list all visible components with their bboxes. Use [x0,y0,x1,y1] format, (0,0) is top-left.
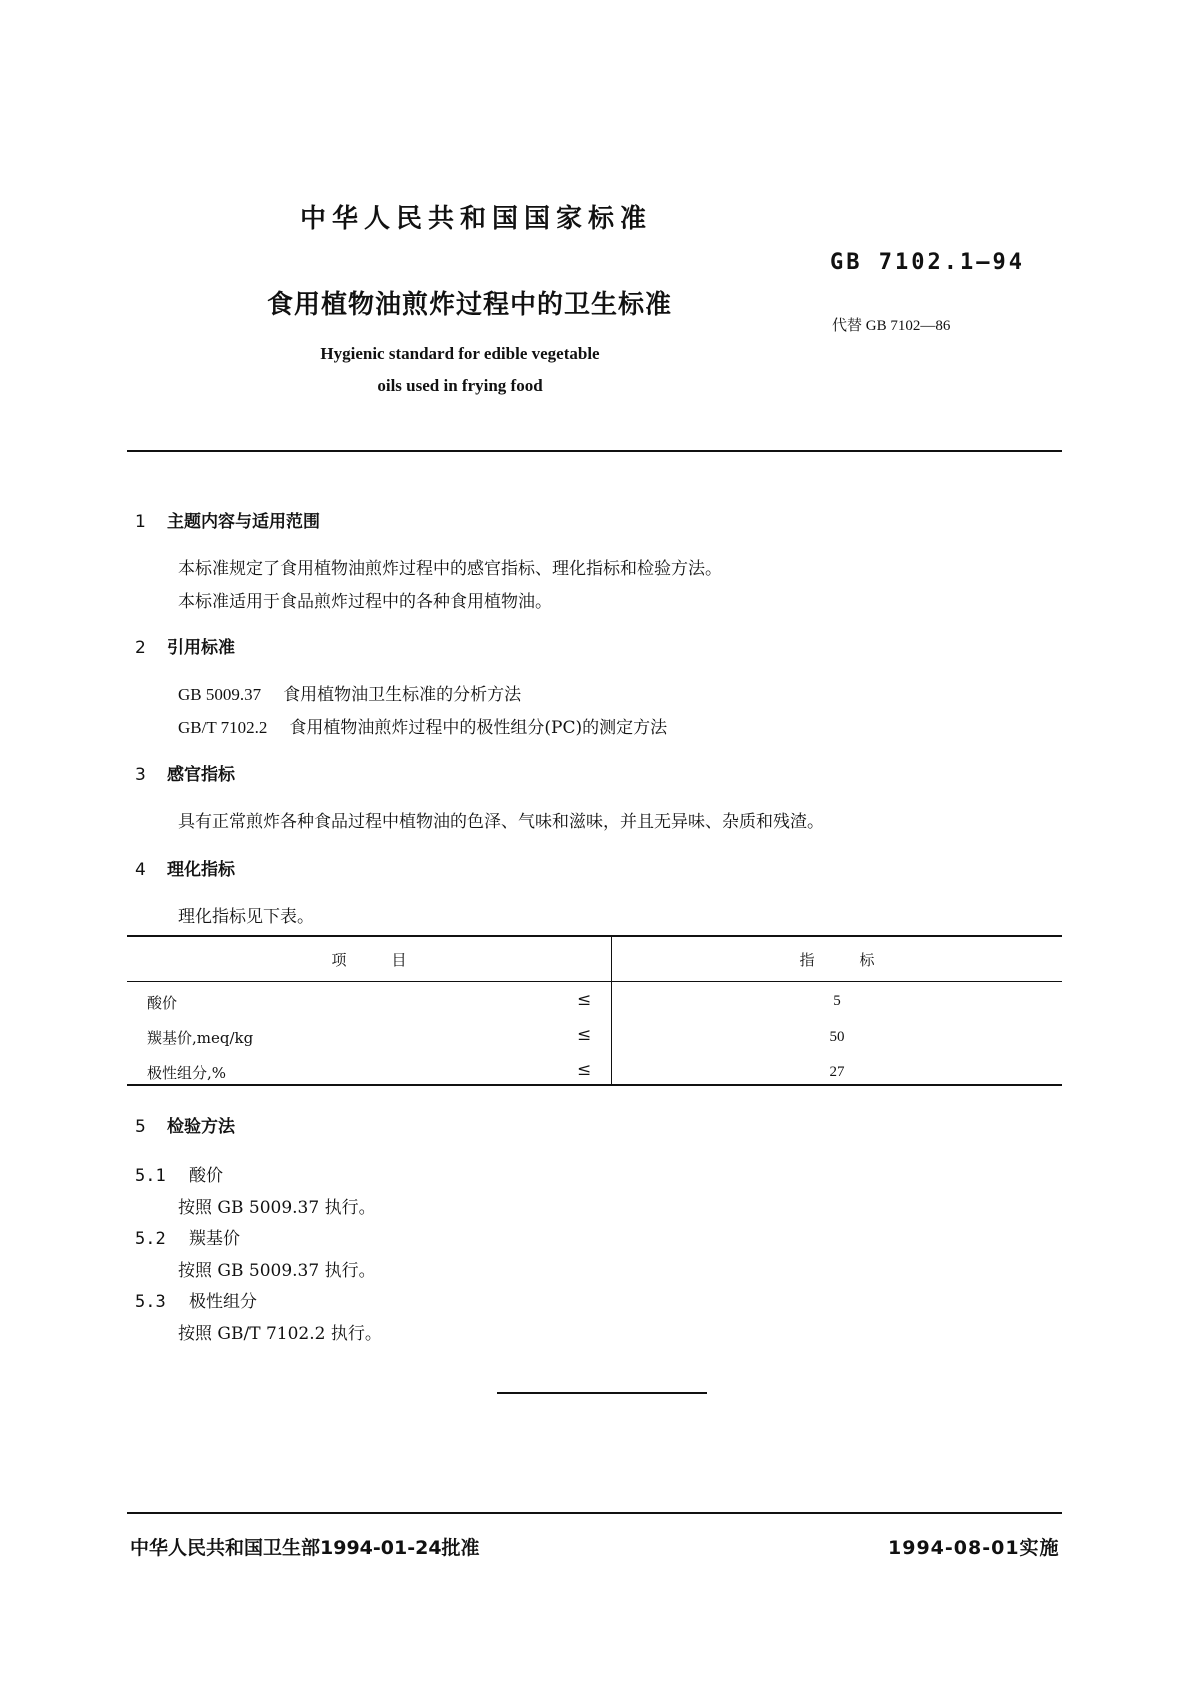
section-3-heading [135,760,235,785]
subsection-5-2-heading [135,1224,240,1249]
table-row-1-item: 酸价 [147,994,178,1012]
reference-title: 食用植物油煎炸过程中的极性组分(PC)的测定方法 [289,718,668,738]
section-title: 检验方法 [167,1117,235,1137]
section-2-heading [135,633,235,658]
reference-title: 食用植物油卫生标准的分析方法 [283,685,522,705]
table-header-item: 项 目 [331,951,407,969]
section-number: 5 [135,1117,146,1137]
table-bottom-border [127,1084,1062,1086]
table-row-2-operator: ≤ [577,1025,592,1045]
effective-date: 1994-08-01实施 [888,1537,1060,1559]
section-title: 感官指标 [167,765,235,785]
section-number: 4 [135,860,146,880]
table-top-border [127,935,1062,937]
subsection-5-1-heading [135,1161,223,1186]
section-3-paragraph: 具有正常煎炸各种食品过程中植物油的色泽、气味和滋味，并且无异味、杂质和残渣。 [178,812,824,832]
standard-number: GB 7102.1—94 [830,250,1025,275]
table-row-2-value: 50 [829,1029,845,1045]
section-title: 主题内容与适用范围 [167,512,320,532]
subsection-title: 酸价 [189,1166,223,1186]
subsection-number: 5.1 [135,1166,166,1186]
reference-2 [178,713,667,738]
section-number: 3 [135,765,146,785]
section-number: 2 [135,638,146,658]
chinese-title: 食用植物油煎炸过程中的卫生标准 [267,290,673,320]
section-1-paragraph-1: 本标准规定了食用植物油煎炸过程中的感官指标、理化指标和检验方法。 [178,559,722,579]
subsection-5-3-heading [135,1287,257,1312]
english-title-line-1: Hygienic standard for edible vegetable [320,344,600,363]
footer-divider [127,1512,1062,1514]
reference-code: GB 5009.37 [178,685,262,704]
subsection-5-3-text: 按照 GB/T 7102.2 执行。 [178,1324,382,1344]
subsection-title: 羰基价 [189,1229,240,1249]
section-1-paragraph-2: 本标准适用于食品煎炸过程中的各种食用植物油。 [178,592,552,612]
section-4-heading [135,855,235,880]
replaces-note: 代替 GB 7102—86 [832,318,951,334]
section-title: 引用标准 [167,638,235,658]
end-of-text-rule [497,1392,707,1394]
subsection-number: 5.2 [135,1229,166,1249]
subsection-number: 5.3 [135,1292,166,1312]
section-number: 1 [135,512,146,532]
reference-1 [178,680,521,705]
subsection-5-2-text: 按照 GB 5009.37 执行。 [178,1261,376,1281]
national-standard-title: 中华人民共和国国家标准 [300,204,653,234]
table-row-3-item: 极性组分,% [147,1064,227,1082]
table-row-1-operator: ≤ [577,990,592,1010]
english-title-line-2: oils used in frying food [377,376,543,395]
section-title: 理化指标 [167,860,235,880]
physicochemical-table [127,935,1062,1086]
section-1-heading [135,507,320,532]
subsection-title: 极性组分 [189,1292,257,1312]
reference-code: GB/T 7102.2 [178,718,268,737]
table-row-3-operator: ≤ [577,1060,592,1080]
section-4-paragraph: 理化指标见下表。 [178,907,314,927]
header-divider [127,450,1062,452]
table-row-1-value: 5 [833,993,841,1009]
table-header-index: 指 标 [799,951,875,969]
approval-note: 中华人民共和国卫生部1994-01-24批准 [130,1537,480,1559]
table-header-divider [127,981,1062,982]
table-row-2-item: 羰基价,meq/kg [147,1029,254,1047]
subsection-5-1-text: 按照 GB 5009.37 执行。 [178,1198,376,1218]
table-row-3-value: 27 [829,1064,845,1080]
section-5-heading [135,1112,235,1137]
